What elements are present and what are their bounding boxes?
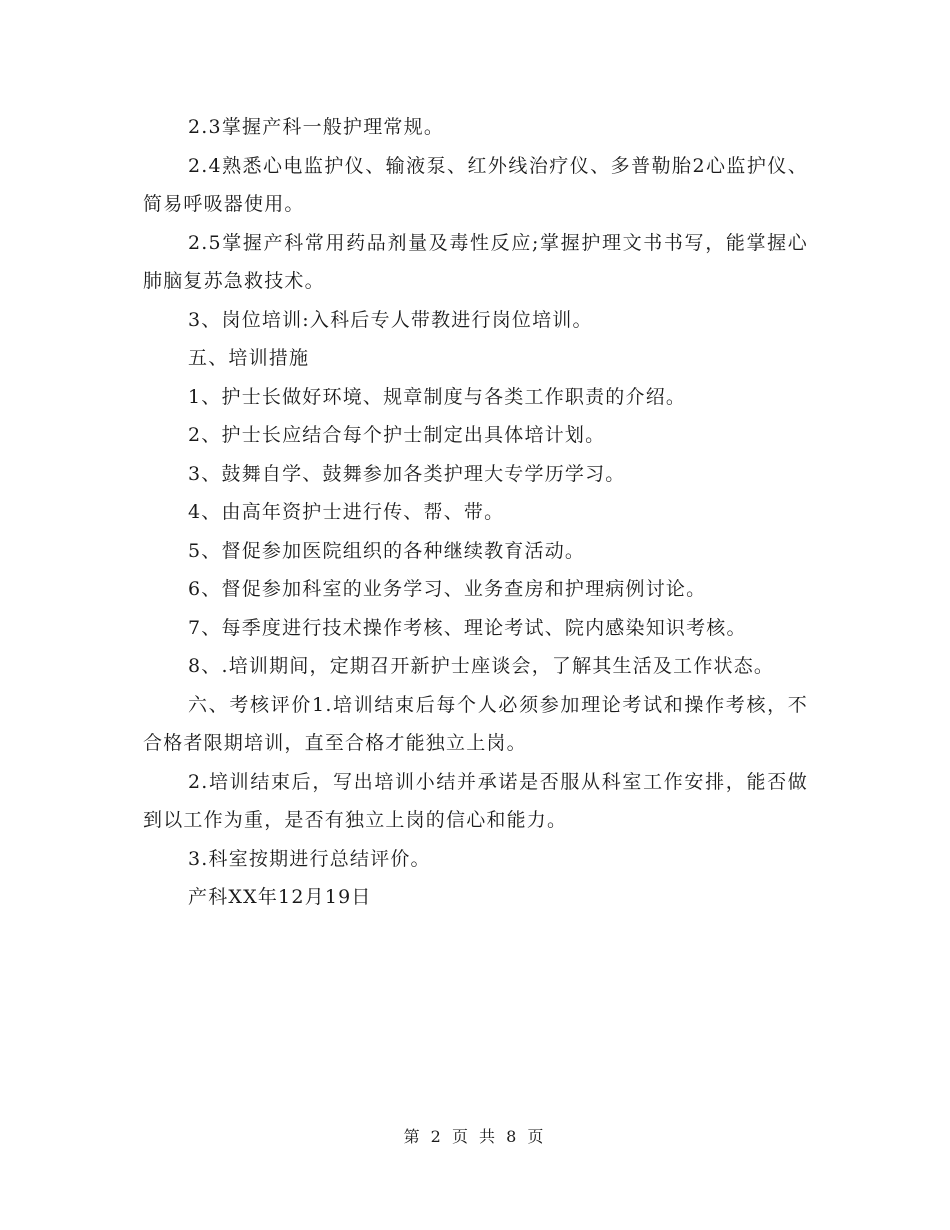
measure-item-1: 1、护士长做好环境、规章制度与各类工作职责的介绍。 bbox=[188, 385, 687, 408]
paragraph-post-training: 3、岗位培训:入科后专人带教进行岗位培训。 bbox=[188, 308, 593, 331]
section-heading-measures: 五、培训措施 bbox=[188, 347, 310, 369]
section-assessment: 六、考核评价1.培训结束后每个人必须参加理论考试和操作考核，不合格者限期培训，直至合格才能独立上岗。 bbox=[143, 693, 808, 754]
paragraph-2-3: 2.3掌握产科一般护理常规。 bbox=[188, 116, 445, 138]
paragraph-2-4: 2.4熟悉心电监护仪、输液泵、红外线治疗仪、多普勒胎2心监护仪、简易呼吸器使用。 bbox=[143, 154, 808, 215]
measure-item-5: 5、督促参加医院组织的各种继续教育活动。 bbox=[188, 539, 586, 562]
measure-item-6: 6、督促参加科室的业务学习、业务查房和护理病例讨论。 bbox=[188, 578, 707, 600]
document-body bbox=[143, 108, 808, 917]
measure-item-2: 2、护士长应结合每个护士制定出具体培计划。 bbox=[188, 424, 606, 446]
page-number-footer: 第 2 页 共 8 页 bbox=[403, 1127, 547, 1146]
document-signature-date: 产科XX年12月19日 bbox=[188, 886, 372, 908]
measure-item-8: 8、.培训期间，定期召开新护士座谈会，了解其生活及工作状态。 bbox=[188, 655, 775, 677]
paragraph-2-5: 2.5掌握产科常用药品剂量及毒性反应;掌握护理文书书写，能掌握心肺脑复苏急救技术。 bbox=[143, 231, 808, 292]
assessment-item-3: 3.科室按期进行总结评价。 bbox=[188, 847, 431, 870]
measure-item-4: 4、由高年资护士进行传、帮、带。 bbox=[188, 501, 505, 523]
measure-item-3: 3、鼓舞自学、鼓舞参加各类护理大专学历学习。 bbox=[188, 462, 626, 485]
assessment-item-2: 2.培训结束后，写出培训小结并承诺是否服从科室工作安排，能否做到以工作为重，是否有独立上岗的信心和能力。 bbox=[143, 770, 808, 831]
measure-item-7: 7、每季度进行技术操作考核、理论考试、院内感染知识考核。 bbox=[188, 616, 747, 639]
